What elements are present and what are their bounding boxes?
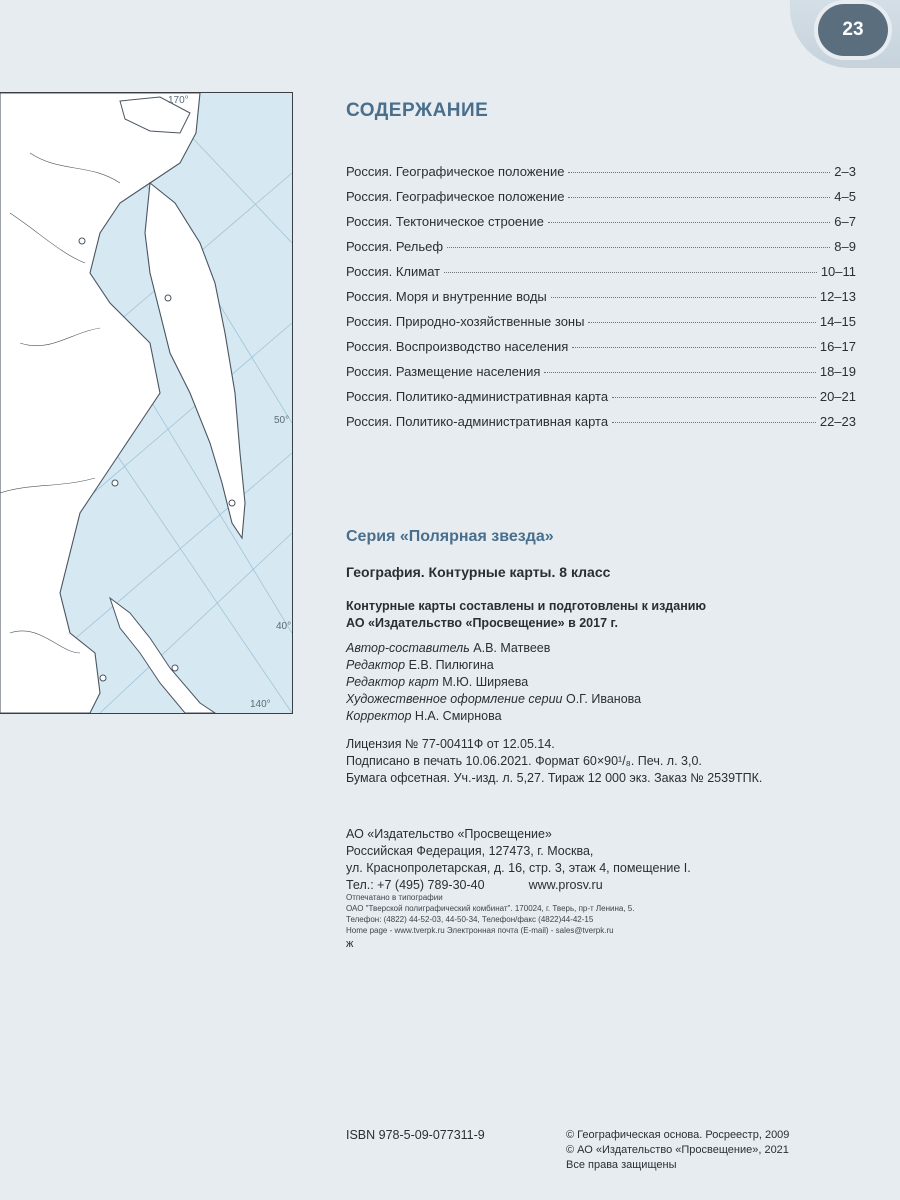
credit-line bbox=[346, 657, 641, 674]
license-line: Лицензия № 77-00411Ф от 12.05.14. bbox=[346, 737, 555, 751]
toc-item-pages: 10–11 bbox=[820, 264, 856, 279]
publisher-site: www.prosv.ru bbox=[528, 878, 603, 892]
credits bbox=[346, 640, 641, 725]
toc-item-title: Россия. Рельеф bbox=[346, 239, 444, 254]
toc-item bbox=[346, 414, 856, 439]
credit-role: Редактор карт bbox=[346, 675, 439, 689]
rights-reserved: Все права защищены bbox=[566, 1159, 677, 1171]
credit-line bbox=[346, 640, 641, 657]
toc-item bbox=[346, 389, 856, 414]
paper-line: Бумага офсетная. Уч.-изд. л. 5,27. Тираж 12 000 экз. Заказ № 2539ТПК. bbox=[346, 771, 763, 785]
copyright-line: © Географическая основа. Росреестр, 2009 bbox=[566, 1129, 790, 1141]
contour-map bbox=[0, 92, 293, 714]
contour-map-drawing bbox=[0, 93, 292, 713]
toc-item-title: Россия. Географическое положение bbox=[346, 189, 565, 204]
toc-item bbox=[346, 339, 856, 364]
toc-item bbox=[346, 164, 856, 189]
credit-name: А.В. Матвеев bbox=[473, 641, 551, 655]
map-label-170: 170° bbox=[168, 95, 189, 106]
publisher-street: ул. Краснопролетарская, д. 16, стр. 3, этаж 4, помещение I. bbox=[346, 861, 691, 875]
toc-item-title: Россия. Политико-административная карта bbox=[346, 414, 609, 429]
credit-name: Н.А. Смирнова bbox=[414, 709, 502, 723]
toc-item bbox=[346, 214, 856, 239]
toc-item bbox=[346, 239, 856, 264]
toc-dots bbox=[612, 422, 816, 423]
credit-line bbox=[346, 691, 641, 708]
toc-item-title: Россия. Моря и внутренние воды bbox=[346, 289, 547, 304]
copyright-notice bbox=[566, 1128, 789, 1173]
publisher-info bbox=[346, 826, 691, 894]
toc-item-pages: 16–17 bbox=[819, 339, 856, 354]
printer-logo-icon: ж bbox=[346, 938, 354, 950]
toc-item-pages: 14–15 bbox=[819, 314, 856, 329]
toc-item-pages: 6–7 bbox=[834, 214, 856, 229]
toc-item-title: Россия. Размещение населения bbox=[346, 364, 541, 379]
toc-item-pages: 22–23 bbox=[819, 414, 856, 429]
toc-dots bbox=[588, 322, 815, 323]
credit-name: М.Ю. Ширяева bbox=[442, 675, 529, 689]
toc-dots bbox=[568, 172, 830, 173]
publisher-phone: Тел.: +7 (495) 789-30-40 bbox=[346, 878, 485, 892]
preparation-line: АО «Издательство «Просвещение» в 2017 г. bbox=[346, 616, 618, 630]
credit-role: Корректор bbox=[346, 709, 412, 723]
toc-title: СОДЕРЖАНИЕ bbox=[346, 100, 489, 121]
print-signed-line: Подписано в печать 10.06.2021. Формат 60×90¹/₈. Печ. л. 3,0. bbox=[346, 754, 702, 768]
toc-item-pages: 2–3 bbox=[834, 164, 856, 179]
toc-dots bbox=[612, 397, 816, 398]
series-title: Серия «Полярная звезда» bbox=[346, 528, 554, 545]
toc-item-title: Россия. Воспроизводство населения bbox=[346, 339, 569, 354]
isbn: ISBN 978-5-09-077311-9 bbox=[346, 1128, 485, 1142]
license-info bbox=[346, 736, 762, 787]
toc-dots bbox=[444, 272, 817, 273]
printer-line: ОАО "Тверской полиграфический комбинат". 170024, г. Тверь, пр-т Ленина, 5. bbox=[346, 904, 635, 913]
toc-item-title: Россия. Тектоническое строение bbox=[346, 214, 544, 229]
toc-dots bbox=[544, 372, 815, 373]
map-label-140: 140° bbox=[250, 699, 271, 710]
toc-item-pages: 4–5 bbox=[834, 189, 856, 204]
map-label-50: 50° bbox=[274, 415, 290, 426]
toc-item-pages: 12–13 bbox=[819, 289, 856, 304]
toc-item-title: Россия. Климат bbox=[346, 264, 441, 279]
toc-list bbox=[346, 164, 856, 439]
toc-item bbox=[346, 264, 856, 289]
credit-role: Художественное оформление серии bbox=[346, 692, 563, 706]
toc-item-pages: 20–21 bbox=[819, 389, 856, 404]
toc-dots bbox=[548, 222, 830, 223]
toc-item-pages: 8–9 bbox=[834, 239, 856, 254]
toc-item bbox=[346, 314, 856, 339]
toc-dots bbox=[447, 247, 830, 248]
toc-dots bbox=[568, 197, 830, 198]
credit-name: О.Г. Иванова bbox=[565, 692, 642, 706]
preparation-line: Контурные карты составлены и подготовлены к изданию bbox=[346, 599, 707, 613]
toc-dots bbox=[572, 347, 816, 348]
preparation-note bbox=[346, 598, 706, 632]
publisher-name: АО «Издательство «Просвещение» bbox=[346, 827, 552, 841]
toc-dots bbox=[551, 297, 816, 298]
credit-role: Автор-составитель bbox=[346, 641, 470, 655]
toc-item bbox=[346, 289, 856, 314]
toc-item-pages: 18–19 bbox=[819, 364, 856, 379]
book-title: География. Контурные карты. 8 класс bbox=[346, 564, 611, 580]
credit-role: Редактор bbox=[346, 658, 406, 672]
copyright-line: © АО «Издательство «Просвещение», 2021 bbox=[566, 1144, 789, 1156]
printer-info bbox=[346, 892, 634, 936]
publisher-address: Российская Федерация, 127473, г. Москва, bbox=[346, 844, 594, 858]
page-number-tab bbox=[790, 0, 900, 68]
credit-line bbox=[346, 708, 641, 725]
credit-name: Е.В. Пилюгина bbox=[408, 658, 494, 672]
credit-line bbox=[346, 674, 641, 691]
printer-line: Home page - www.tverpk.ru Электронная почта (E-mail) - sales@tverpk.ru bbox=[346, 926, 614, 935]
toc-item-title: Россия. Политико-административная карта bbox=[346, 389, 609, 404]
page-number: 23 bbox=[818, 4, 888, 56]
toc-item bbox=[346, 189, 856, 214]
toc-item-title: Россия. Природно-хозяйственные зоны bbox=[346, 314, 585, 329]
toc-item-title: Россия. Географическое положение bbox=[346, 164, 565, 179]
printer-line: Телефон: (4822) 44-52-03, 44-50-34, Телефон/факс (4822)44-42-15 bbox=[346, 915, 594, 924]
toc-item bbox=[346, 364, 856, 389]
map-label-40: 40° bbox=[276, 621, 292, 632]
printer-line: Отпечатано в типографии bbox=[346, 893, 443, 902]
